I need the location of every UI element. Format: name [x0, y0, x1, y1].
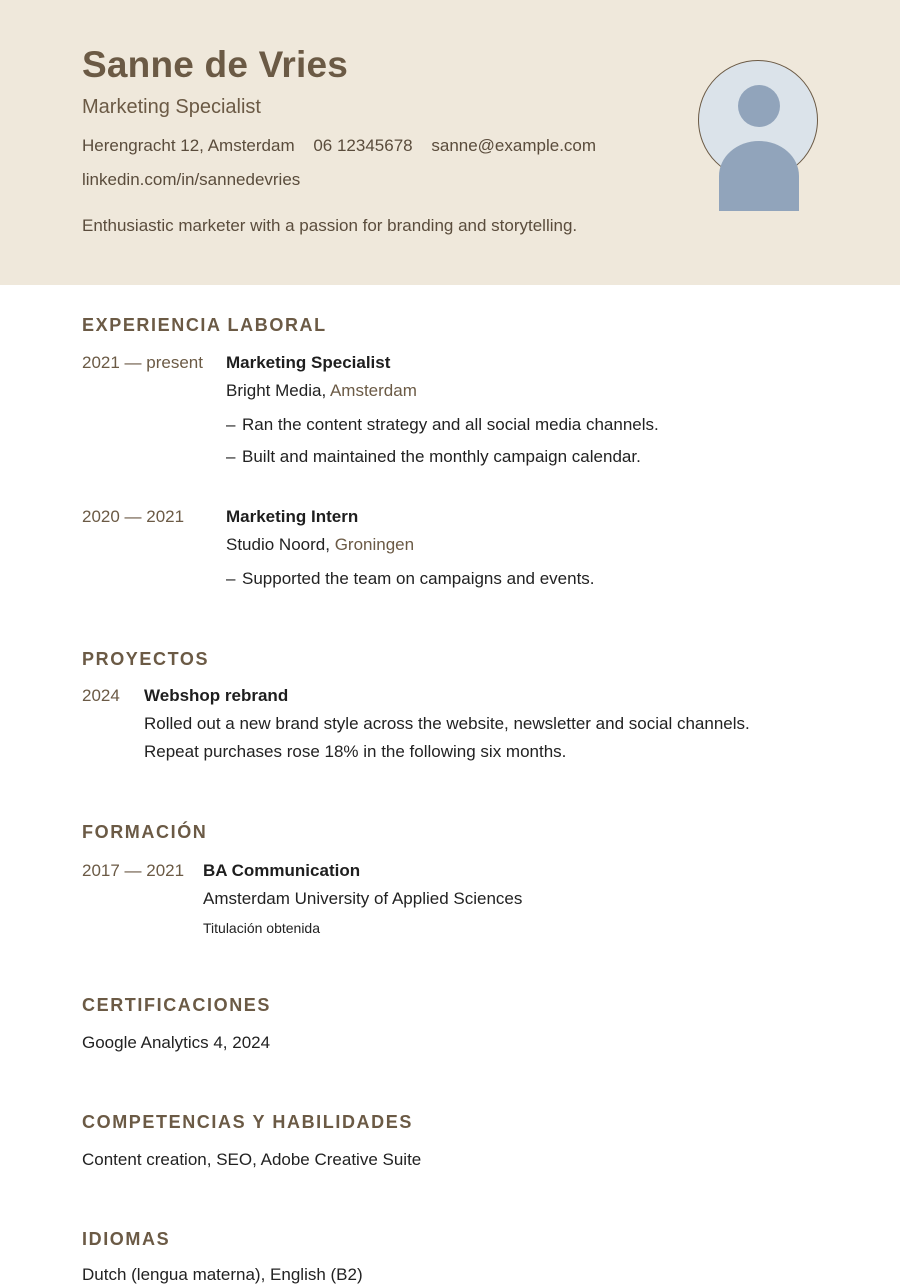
project-year: 2024 — [82, 686, 120, 705]
certifications-heading: CERTIFICACIONES — [82, 995, 272, 1015]
experience-dates: 2020 — 2021 — [82, 507, 185, 526]
avatar-head-icon — [738, 85, 780, 127]
contact-line — [82, 136, 610, 156]
job-title: Marketing Specialist — [82, 96, 261, 118]
experience-company: Studio Noord — [226, 535, 326, 554]
project-description: Repeat purchases rose 18% in the following six months. — [144, 742, 567, 761]
project-description: Rolled out a new brand style across the website, newsletter and social channels. — [144, 714, 750, 733]
skills-text: Content creation, SEO, Adobe Creative Suite — [82, 1150, 422, 1169]
experience-heading: EXPERIENCIA LABORAL — [82, 315, 327, 335]
experience-company: Bright Media — [226, 381, 322, 400]
experience-bullet: – Supported the team on campaigns and events. — [226, 569, 595, 588]
experience-company-line: Studio Noord, Groningen — [226, 535, 415, 554]
education-note: Titulación obtenida — [203, 920, 321, 936]
email-link[interactable]: sanne@example.com — [431, 136, 597, 155]
education-school: Amsterdam University of Applied Sciences — [203, 889, 523, 908]
linkedin-link[interactable]: linkedin.com/in/sannedevries — [82, 170, 301, 189]
experience-position: Marketing Intern — [226, 507, 359, 526]
address: Herengracht 12, Amsterdam — [82, 136, 295, 155]
experience-company-line: Bright Media, Amsterdam — [226, 381, 417, 400]
experience-dates: 2021 — present — [82, 353, 203, 372]
experience-location: Groningen — [334, 535, 415, 554]
projects-heading: PROYECTOS — [82, 649, 210, 669]
project-name: Webshop rebrand — [144, 686, 289, 705]
experience-bullet: – Built and maintained the monthly campaign calendar. — [226, 447, 641, 466]
profile-summary: Enthusiastic marketer with a passion for branding and storytelling. — [82, 216, 578, 235]
resume-header — [0, 0, 900, 285]
education-degree: BA Communication — [203, 861, 361, 880]
certifications-text: Google Analytics 4, 2024 — [82, 1033, 271, 1052]
languages-text: Dutch (lengua materna), English (B2) — [82, 1265, 363, 1284]
experience-position: Marketing Specialist — [226, 353, 391, 372]
experience-bullet: – Ran the content strategy and all social media channels. — [226, 415, 659, 434]
person-name: Sanne de Vries — [82, 44, 349, 85]
experience-location: Amsterdam — [329, 381, 417, 400]
phone: 06 12345678 — [313, 136, 413, 155]
education-dates: 2017 — 2021 — [82, 861, 185, 880]
education-heading: FORMACIÓN — [82, 822, 208, 842]
skills-heading: COMPETENCIAS Y HABILIDADES — [82, 1112, 413, 1132]
avatar — [698, 60, 818, 180]
avatar-body-icon — [719, 141, 799, 211]
languages-heading: IDIOMAS — [82, 1229, 171, 1249]
